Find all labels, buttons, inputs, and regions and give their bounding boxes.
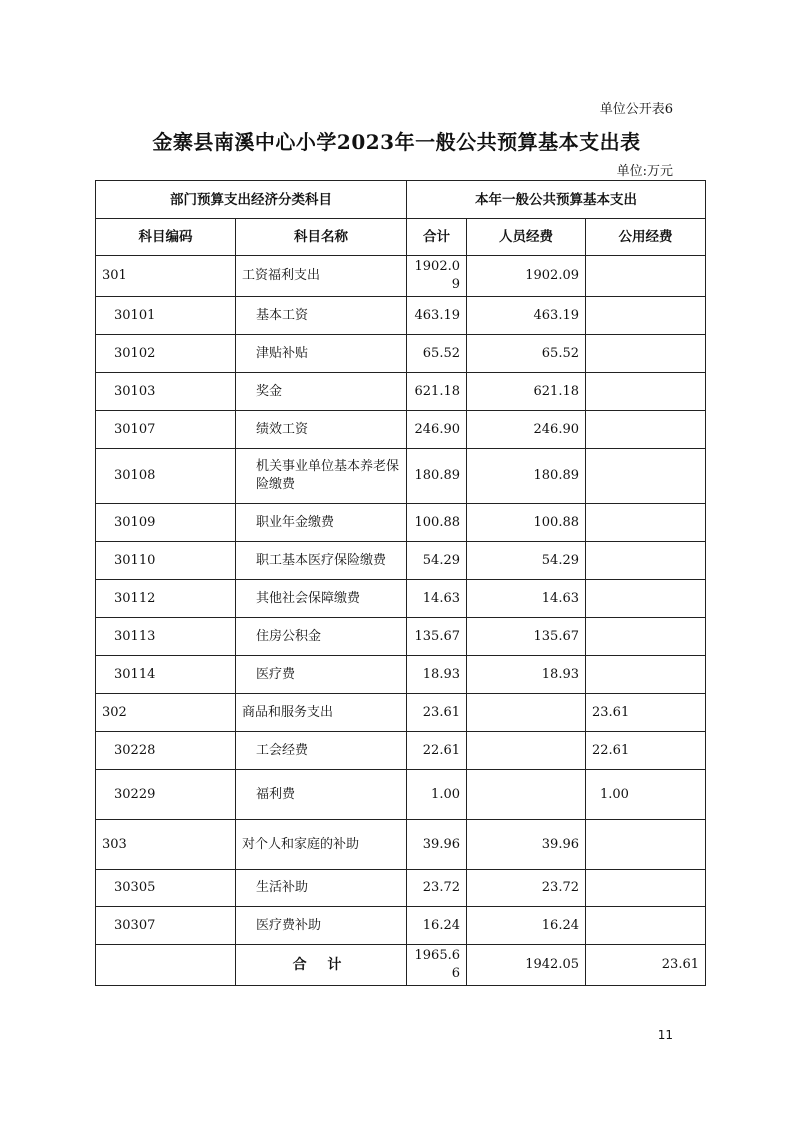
table-row <box>96 618 706 656</box>
cell-code: 30229 <box>96 770 236 820</box>
cell-code: 30307 <box>96 907 236 945</box>
cell-code: 30110 <box>96 542 236 580</box>
cell-code: 30101 <box>96 297 236 335</box>
table-row <box>96 770 706 820</box>
total-row <box>96 945 706 986</box>
cell-public <box>586 656 706 694</box>
cell-name: 工会经费 <box>236 732 407 770</box>
cell-personnel <box>467 770 586 820</box>
cell-total: 39.96 <box>407 820 467 870</box>
cell-code: 30107 <box>96 411 236 449</box>
cell-name: 机关事业单位基本养老保险缴费 <box>236 449 407 504</box>
cell-code-empty <box>96 945 236 986</box>
cell-code: 30113 <box>96 618 236 656</box>
cell-total: 180.89 <box>407 449 467 504</box>
table-row <box>96 907 706 945</box>
table-row <box>96 373 706 411</box>
cell-name: 医疗费 <box>236 656 407 694</box>
cell-total: 65.52 <box>407 335 467 373</box>
cell-total: 1902.09 <box>407 256 467 297</box>
table-row <box>96 256 706 297</box>
cell-personnel: 180.89 <box>467 449 586 504</box>
cell-total: 463.19 <box>407 297 467 335</box>
cell-personnel: 23.72 <box>467 870 586 907</box>
total-personnel: 1942.05 <box>467 945 586 986</box>
budget-table <box>95 180 706 986</box>
cell-public <box>586 256 706 297</box>
total-label: 合 计 <box>236 945 407 986</box>
cell-name: 绩效工资 <box>236 411 407 449</box>
cell-public <box>586 618 706 656</box>
cell-personnel: 621.18 <box>467 373 586 411</box>
cell-total: 23.72 <box>407 870 467 907</box>
cell-public <box>586 373 706 411</box>
cell-name: 福利费 <box>236 770 407 820</box>
cell-personnel: 16.24 <box>467 907 586 945</box>
table-row <box>96 732 706 770</box>
header-personnel: 人员经费 <box>467 219 586 256</box>
cell-public <box>586 820 706 870</box>
table-row <box>96 335 706 373</box>
cell-total: 100.88 <box>407 504 467 542</box>
cell-total: 135.67 <box>407 618 467 656</box>
cell-personnel: 65.52 <box>467 335 586 373</box>
table-row <box>96 870 706 907</box>
cell-total: 23.61 <box>407 694 467 732</box>
cell-public <box>586 870 706 907</box>
cell-name: 生活补助 <box>236 870 407 907</box>
cell-personnel: 18.93 <box>467 656 586 694</box>
header-code: 科目编码 <box>96 219 236 256</box>
cell-name: 基本工资 <box>236 297 407 335</box>
page-title: 金寨县南溪中心小学2023年一般公共预算基本支出表 <box>152 130 641 154</box>
cell-code: 30103 <box>96 373 236 411</box>
cell-total: 18.93 <box>407 656 467 694</box>
cell-public: 22.61 <box>586 732 706 770</box>
cell-personnel: 135.67 <box>467 618 586 656</box>
header-name: 科目名称 <box>236 219 407 256</box>
cell-code: 301 <box>96 256 236 297</box>
cell-code: 30102 <box>96 335 236 373</box>
cell-personnel: 246.90 <box>467 411 586 449</box>
cell-code: 303 <box>96 820 236 870</box>
cell-personnel <box>467 732 586 770</box>
cell-name: 职工基本医疗保险缴费 <box>236 542 407 580</box>
cell-total: 246.90 <box>407 411 467 449</box>
cell-public: 1.00 <box>586 770 706 820</box>
cell-total: 621.18 <box>407 373 467 411</box>
table-row <box>96 542 706 580</box>
cell-name: 工资福利支出 <box>236 256 407 297</box>
cell-name: 其他社会保障缴费 <box>236 580 407 618</box>
cell-code: 30305 <box>96 870 236 907</box>
cell-total: 16.24 <box>407 907 467 945</box>
page-number: 11 <box>657 1028 673 1042</box>
cell-code: 30112 <box>96 580 236 618</box>
header-group-left: 部门预算支出经济分类科目 <box>96 181 407 219</box>
cell-code: 30108 <box>96 449 236 504</box>
cell-total: 1.00 <box>407 770 467 820</box>
cell-public <box>586 335 706 373</box>
cell-name: 职业年金缴费 <box>236 504 407 542</box>
cell-public <box>586 580 706 618</box>
table-row <box>96 297 706 335</box>
table-row <box>96 694 706 732</box>
header-group-right: 本年一般公共预算基本支出 <box>407 181 706 219</box>
table-row <box>96 504 706 542</box>
cell-name: 住房公积金 <box>236 618 407 656</box>
unit-label: 单位:万元 <box>616 164 673 179</box>
cell-public <box>586 297 706 335</box>
cell-public <box>586 411 706 449</box>
cell-name: 奖金 <box>236 373 407 411</box>
cell-personnel <box>467 694 586 732</box>
cell-personnel: 463.19 <box>467 297 586 335</box>
cell-public: 23.61 <box>586 694 706 732</box>
cell-total: 14.63 <box>407 580 467 618</box>
cell-personnel: 54.29 <box>467 542 586 580</box>
cell-personnel: 14.63 <box>467 580 586 618</box>
table-row <box>96 820 706 870</box>
table-number: 单位公开表6 <box>599 102 673 117</box>
cell-total: 54.29 <box>407 542 467 580</box>
header-total: 合计 <box>407 219 467 256</box>
cell-total: 22.61 <box>407 732 467 770</box>
total-public: 23.61 <box>586 945 706 986</box>
table-row <box>96 449 706 504</box>
cell-personnel: 39.96 <box>467 820 586 870</box>
cell-name: 医疗费补助 <box>236 907 407 945</box>
cell-personnel: 1902.09 <box>467 256 586 297</box>
cell-public <box>586 504 706 542</box>
cell-name: 商品和服务支出 <box>236 694 407 732</box>
cell-code: 30109 <box>96 504 236 542</box>
cell-name: 津贴补贴 <box>236 335 407 373</box>
table-row <box>96 411 706 449</box>
cell-code: 302 <box>96 694 236 732</box>
cell-personnel: 100.88 <box>467 504 586 542</box>
cell-name: 对个人和家庭的补助 <box>236 820 407 870</box>
table-row <box>96 656 706 694</box>
cell-code: 30228 <box>96 732 236 770</box>
cell-code: 30114 <box>96 656 236 694</box>
cell-public <box>586 907 706 945</box>
header-public: 公用经费 <box>586 219 706 256</box>
cell-public <box>586 542 706 580</box>
table-row <box>96 580 706 618</box>
total-sum: 1965.66 <box>407 945 467 986</box>
cell-public <box>586 449 706 504</box>
